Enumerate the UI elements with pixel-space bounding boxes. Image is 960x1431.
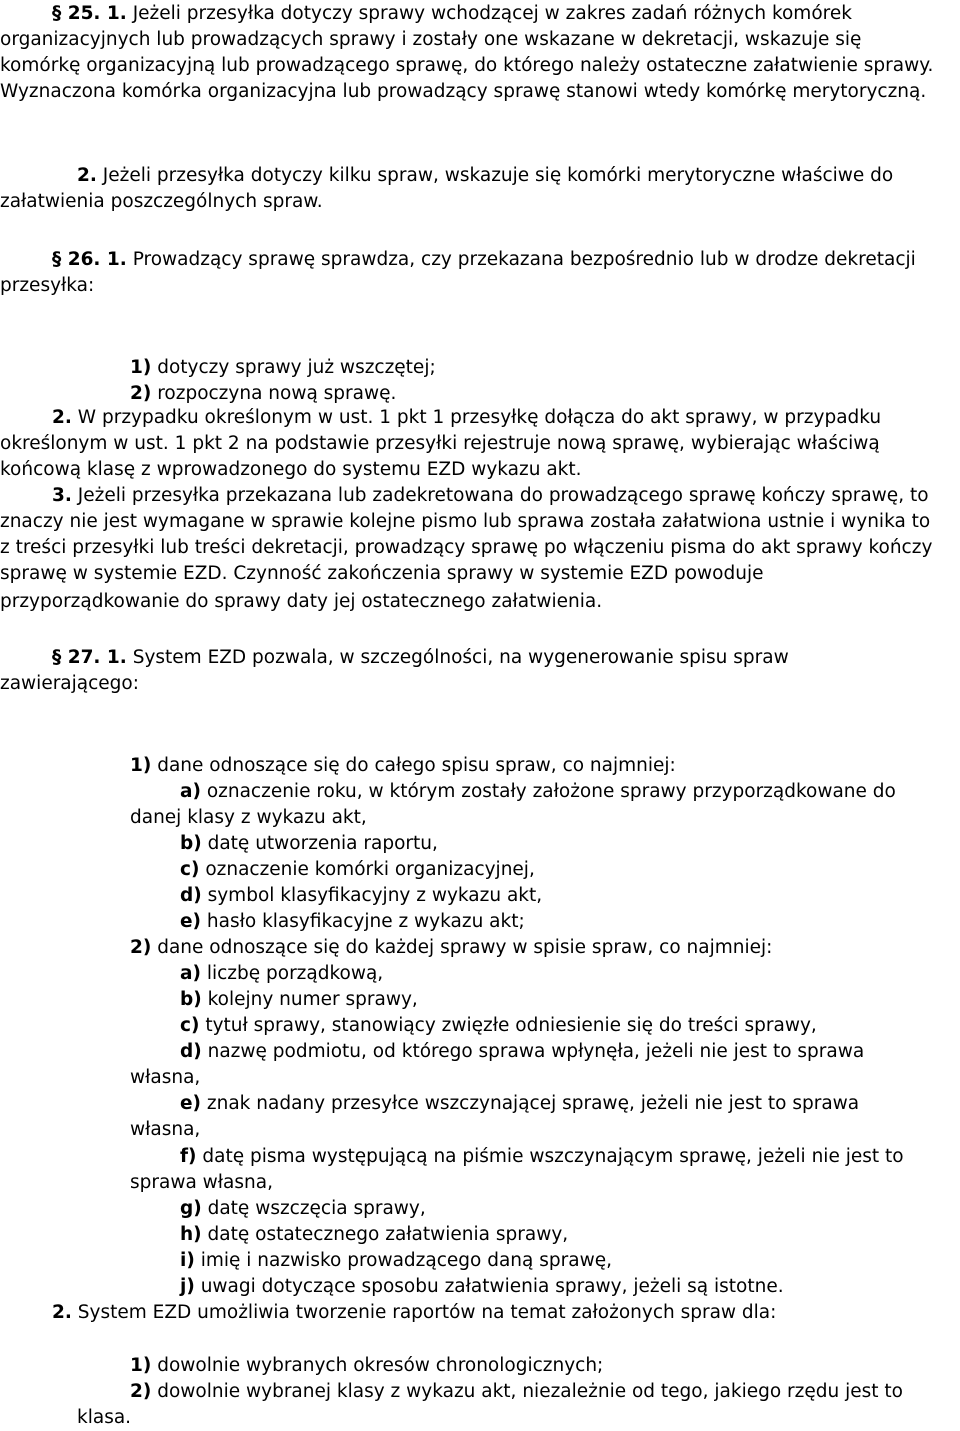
sub-item <box>180 857 535 883</box>
section-2-line <box>52 405 881 431</box>
text: oznaczenie roku, w którym zostały założone sprawy przyporządkowane do <box>206 781 896 802</box>
paragraph-27-line <box>52 645 789 671</box>
text: dane odnoszące się do każdej sprawy w spisie spraw, co najmniej: <box>157 937 773 958</box>
text-line: zawierającego: <box>0 673 139 694</box>
text: dowolnie wybranej klasy z wykazu akt, niezależnie od tego, jakiego rzędu jest to <box>157 1381 903 1402</box>
text-line: własna, <box>130 1067 201 1088</box>
sub-item <box>180 987 418 1013</box>
text-line: przyporządkowanie do sprawy daty jej ostatecznego załatwienia. <box>0 591 603 612</box>
section-2-line <box>77 163 893 189</box>
text: W przypadku określonym w ust. 1 pkt 1 przesyłkę dołącza do akt sprawy, w przypadku <box>77 407 882 428</box>
sub-item <box>180 1196 426 1222</box>
text-line: sprawa własna, <box>130 1172 273 1193</box>
item-number: 2) <box>130 937 152 958</box>
item-letter: a) <box>180 963 201 984</box>
section-3-line <box>52 483 929 509</box>
text-line: określonym w ust. 1 pkt 2 na podstawie przesyłki rejestruje nową sprawę, wybierając właściwą <box>0 433 880 454</box>
text: imię i nazwisko prowadzącego daną sprawę, <box>200 1250 612 1271</box>
text: dane odnoszące się do całego spisu spraw, co najmniej: <box>157 755 676 776</box>
paragraph-25-line <box>52 1 852 27</box>
sub-item <box>180 1274 784 1300</box>
text: hasło klasyfikacyjne z wykazu akt; <box>206 911 525 932</box>
sub-item <box>180 1091 859 1117</box>
text: oznaczenie komórki organizacyjnej, <box>205 859 535 880</box>
list-item <box>130 935 772 961</box>
item-number: 1) <box>130 755 152 776</box>
section-2-line <box>52 1300 776 1326</box>
item-letter: i) <box>180 1250 195 1271</box>
sub-item <box>180 1144 904 1170</box>
item-letter: f) <box>180 1146 197 1167</box>
item-letter: a) <box>180 781 201 802</box>
text-line: klasa. <box>77 1407 132 1428</box>
text-line: końcową klasę z wprowadzonego do systemu EZD wykazu akt. <box>0 459 582 480</box>
text: dowolnie wybranych okresów chronologicznych; <box>157 1355 604 1376</box>
text: kolejny numer sprawy, <box>207 989 418 1010</box>
text: Prowadzący sprawę sprawdza, czy przekazana bezpośrednio lub w drodze dekretacji <box>132 249 916 270</box>
list-item <box>130 355 436 381</box>
text: rozpoczyna nową sprawę. <box>157 383 397 404</box>
text: Jeżeli przesyłka przekazana lub zadekretowana do prowadzącego sprawę kończy sprawę, to <box>77 485 929 506</box>
item-number: 1) <box>130 357 152 378</box>
text: symbol klasyfikacyjny z wykazu akt, <box>207 885 543 906</box>
list-item <box>130 1379 903 1405</box>
item-letter: c) <box>180 1015 200 1036</box>
item-letter: b) <box>180 833 202 854</box>
text: uwagi dotyczące sposobu załatwienia sprawy, jeżeli są istotne. <box>200 1276 784 1297</box>
item-letter: d) <box>180 1041 202 1062</box>
item-letter: d) <box>180 885 202 906</box>
sub-item <box>180 883 542 909</box>
paragraph-26-line <box>52 247 916 273</box>
item-letter: e) <box>180 911 202 932</box>
text: datę wszczęcia sprawy, <box>207 1198 426 1219</box>
text-line: komórkę organizacyjną lub prowadzącego sprawę, do którego należy ostateczne załatwienie sprawy. <box>0 55 934 76</box>
section-number: 2. <box>77 165 97 186</box>
text: datę utworzenia raportu, <box>207 833 438 854</box>
text: dotyczy sprawy już wszczętej; <box>157 357 436 378</box>
text: liczbę porządkową, <box>206 963 384 984</box>
paragraph-number: § 25. 1. <box>52 3 127 24</box>
text: znak nadany przesyłce wszczynającej sprawę, jeżeli nie jest to sprawa <box>206 1093 860 1114</box>
text: nazwę podmiotu, od którego sprawa wpłynęła, jeżeli nie jest to sprawa <box>207 1041 865 1062</box>
list-item <box>130 1353 603 1379</box>
text-line: przesyłka: <box>0 275 95 296</box>
section-number: 3. <box>52 485 72 506</box>
sub-item <box>180 831 438 857</box>
text: datę pisma występującą na piśmie wszczynającym sprawę, jeżeli nie jest to <box>202 1146 904 1167</box>
text-line: własna, <box>130 1119 201 1140</box>
text: tytuł sprawy, stanowiący zwięzłe odniesienie się do treści sprawy, <box>205 1015 817 1036</box>
text-line: załatwienia poszczególnych spraw. <box>0 191 323 212</box>
text: Jeżeli przesyłka dotyczy kilku spraw, wskazuje się komórki merytoryczne właściwe do <box>102 165 894 186</box>
section-number: 2. <box>52 1302 72 1323</box>
text-line: danej klasy z wykazu akt, <box>130 807 367 828</box>
sub-item <box>180 1039 864 1065</box>
text-line: z treści przesyłki lub treści dekretacji, prowadzący sprawę po włączeniu pisma do akt sprawy kończy <box>0 537 933 558</box>
item-letter: j) <box>180 1276 195 1297</box>
text-line: znaczy nie jest wymagane w sprawie kolejne pismo lub sprawa została załatwiona ustnie i wynika to <box>0 511 931 532</box>
text: System EZD pozwala, w szczególności, na wygenerowanie spisu spraw <box>132 647 789 668</box>
paragraph-number: § 27. 1. <box>52 647 127 668</box>
item-number: 2) <box>130 383 152 404</box>
paragraph-number: § 26. 1. <box>52 249 127 270</box>
sub-item <box>180 1248 612 1274</box>
item-letter: c) <box>180 859 200 880</box>
item-letter: b) <box>180 989 202 1010</box>
text-line: Wyznaczona komórka organizacyjna lub prowadzący sprawę stanowi wtedy komórkę merytoryczną. <box>0 81 927 102</box>
item-number: 2) <box>130 1381 152 1402</box>
item-letter: e) <box>180 1093 202 1114</box>
text: datę ostatecznego załatwienia sprawy, <box>207 1224 569 1245</box>
list-item <box>130 381 396 407</box>
text: System EZD umożliwia tworzenie raportów na temat założonych spraw dla: <box>77 1302 777 1323</box>
text-line: organizacyjnych lub prowadzących sprawy i zostały one wskazane w dekretacji, wskazuje się <box>0 29 862 50</box>
sub-item <box>180 909 525 935</box>
item-letter: g) <box>180 1198 202 1219</box>
item-number: 1) <box>130 1355 152 1376</box>
list-item <box>130 753 676 779</box>
item-letter: h) <box>180 1224 202 1245</box>
sub-item <box>180 961 383 987</box>
text: Jeżeli przesyłka dotyczy sprawy wchodzącej w zakres zadań różnych komórek <box>132 3 852 24</box>
sub-item <box>180 1222 568 1248</box>
sub-item <box>180 779 896 805</box>
sub-item <box>180 1013 817 1039</box>
text-line: sprawę w systemie EZD. Czynność zakończenia sprawy w systemie EZD powoduje <box>0 563 764 584</box>
section-number: 2. <box>52 407 72 428</box>
